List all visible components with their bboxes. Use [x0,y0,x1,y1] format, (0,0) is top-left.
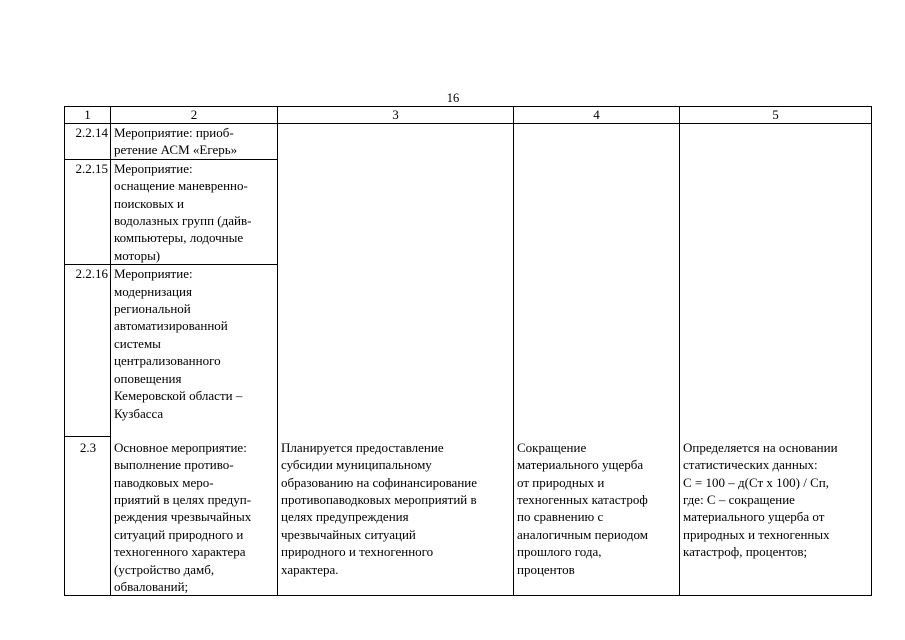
table-row [65,124,872,160]
measures-table [64,106,872,596]
header-cell: 5 [680,107,872,124]
method-cell: Определяется на основании статистических данных: С = 100 – д(Ст х 100) / Сп, где: С – сокращение материального ущерба от природных и техногенных катастроф, процентов; [680,437,872,596]
empty-cell [278,124,514,437]
row-text: Мероприятие: модернизация региональной автоматизированной системы централизованного оповещения Кемеровской области – Кузбасса [111,265,278,437]
header-cell: 3 [278,107,514,124]
description-cell: Планируется предоставление субсидии муниципальному образованию на софинансирование противопаводковых мероприятий в целях предупреждения чрезвычайных ситуаций природного и техногенного характера. [278,437,514,596]
empty-cell [514,124,680,437]
row-text: Основное мероприятие: выполнение противо- паводковых меро- приятий в целях предуп- реждения чрезвычайных ситуаций природного и техногенного характера (устройство дамб, обвалований; [111,437,278,596]
row-text: Мероприятие: приоб- ретение АСМ «Егерь» [111,124,278,160]
header-cell: 4 [514,107,680,124]
row-number: 2.2.16 [65,265,111,437]
row-number: 2.3 [65,437,111,596]
header-cell: 2 [111,107,278,124]
indicator-cell: Сокращение материального ущерба от природных и техногенных катастроф по сравнению с аналогичным периодом прошлого года, процентов [514,437,680,596]
table-row-main [65,437,872,596]
page-number: 16 [446,91,460,105]
row-number: 2.2.15 [65,159,111,264]
header-cell: 1 [65,107,111,124]
row-number: 2.2.14 [65,124,111,160]
table-header-row [65,107,872,124]
empty-cell [680,124,872,437]
row-text: Мероприятие: оснащение маневренно- поисковых и водолазных групп (дайв- компьютеры, лодочные моторы) [111,159,278,264]
